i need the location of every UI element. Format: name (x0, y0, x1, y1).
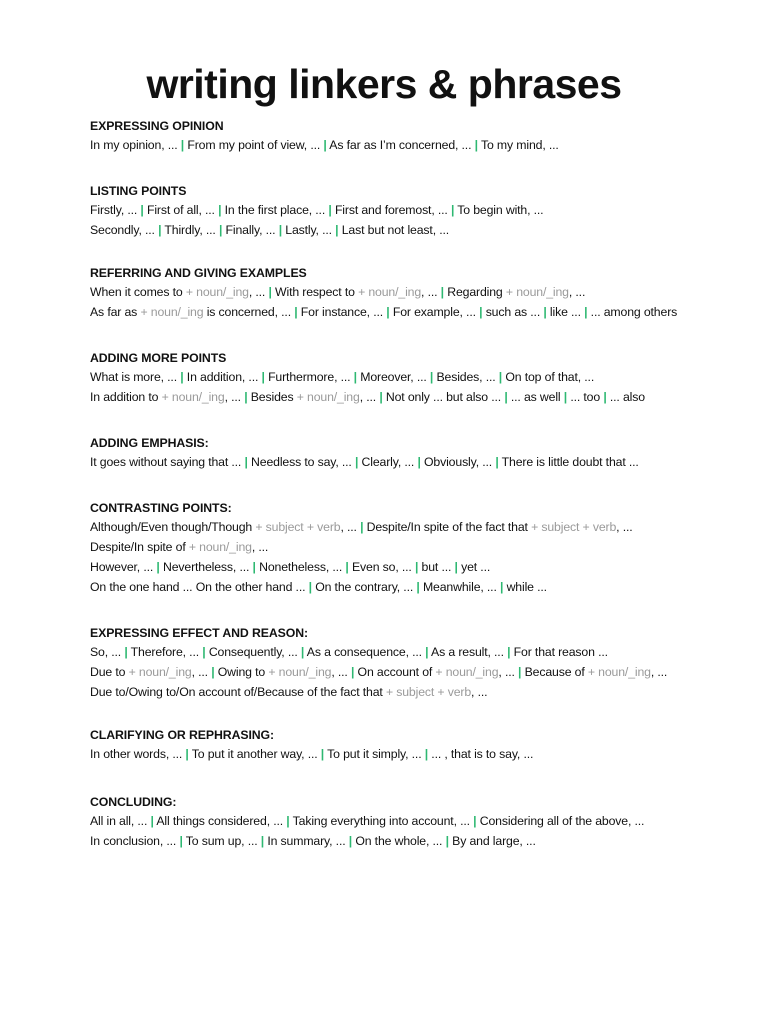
phrase-line (90, 302, 750, 322)
separator-bar: | (180, 138, 185, 152)
phrase-line (90, 682, 750, 702)
phrase-line (90, 282, 750, 302)
section-lines (90, 642, 750, 702)
phrase-text: To sum up, ... (182, 834, 261, 848)
separator-bar: | (158, 223, 162, 237)
phrase-text: , ... (340, 520, 361, 534)
phrase-text: From my point of view, ... (184, 138, 324, 152)
separator-bar: | (360, 520, 364, 534)
phrase-line (90, 517, 750, 537)
phrase-text: On the whole, ... (352, 834, 446, 848)
phrase-text: In my opinion, ... (90, 138, 181, 152)
phrase-text: , ... (616, 520, 633, 534)
phrase-text: To put it another way, ... (188, 747, 321, 761)
separator-bar: | (328, 203, 332, 217)
grammar-hint: + subject + verb (385, 685, 472, 699)
section-heading: ADDING MORE POINTS (90, 351, 227, 365)
separator-bar: | (218, 203, 222, 217)
phrase-text: ... too (567, 390, 604, 404)
separator-bar: | (563, 390, 568, 404)
phrase-text: In the first place, ... (221, 203, 329, 217)
separator-bar: | (180, 370, 184, 384)
separator-bar: | (424, 747, 429, 761)
section-lines (90, 517, 750, 597)
phrase-text: As a result, ... (428, 645, 508, 659)
separator-bar: | (294, 305, 298, 319)
grammar-hint: + noun/_ing (185, 285, 249, 299)
phrase-text: , ... (421, 285, 441, 299)
phrase-text: yet ... (457, 560, 491, 574)
grammar-hint: + noun/_ing (435, 665, 499, 679)
separator-bar: | (320, 747, 325, 761)
section-lines (90, 811, 750, 851)
separator-bar: | (211, 665, 215, 679)
phrase-text: When it comes to (90, 285, 186, 299)
phrase-text: , ... (650, 665, 668, 679)
section-referring-examples (90, 266, 750, 322)
section-heading: LISTING POINTS (90, 184, 187, 198)
separator-bar: | (500, 580, 504, 594)
phrase-text: It goes without saying that ... (90, 455, 245, 469)
section-heading: CONTRASTING POINTS: (90, 501, 232, 515)
separator-bar: | (603, 390, 607, 404)
phrase-text: All things considered, ... (153, 814, 287, 828)
separator-bar: | (202, 645, 206, 659)
phrase-text: In addition to (90, 390, 162, 404)
phrase-line (90, 811, 750, 831)
phrase-text: As far as I’m concerned, ... (326, 138, 475, 152)
grammar-hint: + noun/_ing (140, 305, 204, 319)
phrase-text: Thirdly, ... (161, 223, 219, 237)
separator-bar: | (479, 305, 483, 319)
phrase-text: First of all, ... (143, 203, 219, 217)
phrase-text: First and foremost, ... (331, 203, 451, 217)
phrase-text: With respect to (271, 285, 359, 299)
grammar-hint: + noun/_ing (128, 665, 192, 679)
separator-bar: | (218, 223, 223, 237)
separator-bar: | (252, 560, 256, 574)
page-title: writing linkers & phrases (146, 61, 622, 107)
phrase-text: Taking everything into account, ... (289, 814, 474, 828)
separator-bar: | (425, 645, 429, 659)
phrase-text: Needless to say, ... (247, 455, 355, 469)
phrase-text: By and large, ... (448, 834, 536, 848)
phrase-text: On the contrary, ... (311, 580, 417, 594)
phrase-line (90, 537, 750, 557)
separator-bar: | (278, 223, 282, 237)
phrase-text: As far as (90, 305, 141, 319)
separator-bar: | (498, 370, 503, 384)
phrase-text: Moreover, ... (356, 370, 430, 384)
separator-bar: | (323, 138, 327, 152)
phrase-text: Despite/In spite of (90, 540, 189, 554)
section-lines (90, 744, 750, 764)
separator-bar: | (268, 285, 272, 299)
phrase-text: Nevertheless, ... (159, 560, 253, 574)
phrase-text: Owing to (214, 665, 269, 679)
phrase-text: , ... (224, 390, 245, 404)
phrase-text: Firstly, ... (90, 203, 141, 217)
section-lines (90, 367, 750, 407)
phrase-line (90, 367, 750, 387)
separator-bar: | (379, 390, 383, 404)
phrase-text: In other words, ... (90, 747, 186, 761)
separator-bar: | (518, 665, 522, 679)
separator-bar: | (353, 370, 357, 384)
phrase-text: like ... (546, 305, 585, 319)
separator-bar: | (474, 138, 478, 152)
phrase-text: Despite/In spite of the fact that (363, 520, 532, 534)
phrase-text: Not only ... but also ... (382, 390, 505, 404)
phrase-text: Furthermore, ... (264, 370, 354, 384)
phrase-line (90, 831, 750, 851)
separator-bar: | (473, 814, 477, 828)
phrase-line (90, 642, 750, 662)
phrase-text: For that reason ... (510, 645, 608, 659)
section-heading: REFERRING AND GIVING EXAMPLES (90, 266, 307, 280)
phrase-text: , ... (568, 285, 586, 299)
phrase-text: ... also (606, 390, 645, 404)
phrase-text: For instance, ... (297, 305, 387, 319)
separator-bar: | (454, 560, 458, 574)
separator-bar: | (286, 814, 290, 828)
separator-bar: | (150, 814, 154, 828)
separator-bar: | (140, 203, 144, 217)
separator-bar: | (414, 560, 419, 574)
phrase-text: On the one hand ... On the other hand ... (90, 580, 309, 594)
separator-bar: | (429, 370, 434, 384)
phrase-line (90, 557, 750, 577)
phrase-text: Meanwhile, ... (419, 580, 500, 594)
phrase-text: ... as well (507, 390, 564, 404)
separator-bar: | (308, 580, 312, 594)
phrase-text: , ... (251, 540, 269, 554)
grammar-hint: + noun/_ing (296, 390, 360, 404)
section-heading: CONCLUDING: (90, 795, 177, 809)
phrase-text: Besides (247, 390, 297, 404)
phrase-text: All in all, ... (90, 814, 151, 828)
separator-bar: | (179, 834, 183, 848)
phrase-text: , ... (191, 665, 212, 679)
phrase-text: In conclusion, ... (90, 834, 180, 848)
separator-bar: | (450, 203, 455, 217)
grammar-hint: + subject + verb (531, 520, 617, 534)
separator-bar: | (335, 223, 339, 237)
phrase-text: ... , that is to say, ... (428, 747, 534, 761)
phrase-text: On top of that, ... (502, 370, 595, 384)
separator-bar: | (386, 305, 390, 319)
phrase-text: Nonetheless, ... (255, 560, 346, 574)
separator-bar: | (185, 747, 189, 761)
phrase-text: Last but not least, ... (338, 223, 450, 237)
phrase-text: Secondly, ... (90, 223, 159, 237)
phrase-line (90, 220, 750, 240)
phrase-text: , ... (471, 685, 488, 699)
phrase-line (90, 577, 750, 597)
separator-bar: | (260, 834, 265, 848)
phrase-text: To put it simply, ... (324, 747, 425, 761)
phrase-text: Because of (521, 665, 588, 679)
phrase-text: Considering all of the above, ... (476, 814, 645, 828)
separator-bar: | (543, 305, 547, 319)
phrase-text: Clearly, ... (358, 455, 418, 469)
phrase-text: In summary, ... (264, 834, 349, 848)
separator-bar: | (345, 560, 349, 574)
separator-bar: | (354, 455, 359, 469)
separator-bar: | (244, 390, 248, 404)
phrase-text: Obviously, ... (420, 455, 496, 469)
separator-bar: | (440, 285, 444, 299)
phrase-text: Consequently, ... (205, 645, 301, 659)
phrase-line (90, 200, 750, 220)
separator-bar: | (445, 834, 449, 848)
phrase-text: Besides, ... (433, 370, 499, 384)
phrase-text: In addition, ... (183, 370, 262, 384)
phrase-text: Although/Even though/Though (90, 520, 256, 534)
phrase-text: Therefore, ... (127, 645, 203, 659)
phrase-text: For example, ... (389, 305, 480, 319)
section-heading: ADDING EMPHASIS: (90, 436, 209, 450)
phrase-text: Finally, ... (222, 223, 279, 237)
section-heading: EXPRESSING OPINION (90, 119, 224, 133)
separator-bar: | (261, 370, 265, 384)
phrase-text: ... among others (587, 305, 678, 319)
phrase-text: such as ... (482, 305, 544, 319)
phrase-line (90, 135, 750, 155)
phrase-text: On account of (354, 665, 436, 679)
phrase-text: , ... (331, 665, 351, 679)
phrase-text: , ... (498, 665, 519, 679)
phrase-text: , ... (248, 285, 269, 299)
grammar-hint: + noun/_ing (188, 540, 252, 554)
phrase-text: Even so, ... (348, 560, 415, 574)
phrase-text: Due to (90, 665, 129, 679)
section-listing-points (90, 184, 750, 240)
grammar-hint: + noun/_ing (161, 390, 225, 404)
separator-bar: | (416, 580, 420, 594)
phrase-text: As a consequence, ... (304, 645, 426, 659)
section-clarifying (90, 728, 750, 764)
separator-bar: | (417, 455, 421, 469)
separator-bar: | (244, 455, 248, 469)
phrase-line (90, 744, 750, 764)
separator-bar: | (348, 834, 353, 848)
phrase-text: However, ... (90, 560, 157, 574)
section-lines (90, 200, 750, 240)
phrase-text: while ... (503, 580, 547, 594)
section-expressing-opinion (90, 119, 750, 155)
phrase-text: To my mind, ... (477, 138, 559, 152)
grammar-hint: + noun/_ing (358, 285, 422, 299)
section-lines (90, 282, 750, 322)
phrase-text: Lastly, ... (281, 223, 336, 237)
section-concluding (90, 795, 750, 851)
separator-bar: | (124, 645, 128, 659)
section-lines (90, 135, 750, 155)
separator-bar: | (350, 665, 355, 679)
phrase-text: What is more, ... (90, 370, 181, 384)
phrase-line (90, 662, 750, 682)
grammar-hint: + noun/_ing (587, 665, 651, 679)
phrase-text: Due to/Owing to/On account of/Because of the fact that (90, 685, 386, 699)
phrase-text: To begin with, ... (454, 203, 544, 217)
section-adding-more-points (90, 351, 750, 407)
phrase-text: but ... (418, 560, 455, 574)
grammar-hint: + noun/_ing (505, 285, 569, 299)
section-adding-emphasis (90, 436, 750, 472)
phrase-text: , ... (359, 390, 380, 404)
section-contrasting-points (90, 501, 750, 597)
separator-bar: | (495, 455, 499, 469)
section-heading: EXPRESSING EFFECT AND REASON: (90, 626, 309, 640)
grammar-hint: + noun/_ing (268, 665, 332, 679)
section-heading: CLARIFYING OR REPHRASING: (90, 728, 275, 742)
separator-bar: | (156, 560, 160, 574)
phrase-line (90, 387, 750, 407)
phrase-text: is concerned, ... (203, 305, 295, 319)
section-effect-reason (90, 626, 750, 702)
grammar-hint: + subject + verb (255, 520, 341, 534)
separator-bar: | (504, 390, 508, 404)
phrase-line (90, 452, 750, 472)
phrase-text: So, ... (90, 645, 125, 659)
separator-bar: | (300, 645, 305, 659)
phrase-text: Regarding (443, 285, 506, 299)
phrase-text: There is little doubt that ... (498, 455, 639, 469)
separator-bar: | (507, 645, 511, 659)
section-lines (90, 452, 750, 472)
separator-bar: | (584, 305, 588, 319)
